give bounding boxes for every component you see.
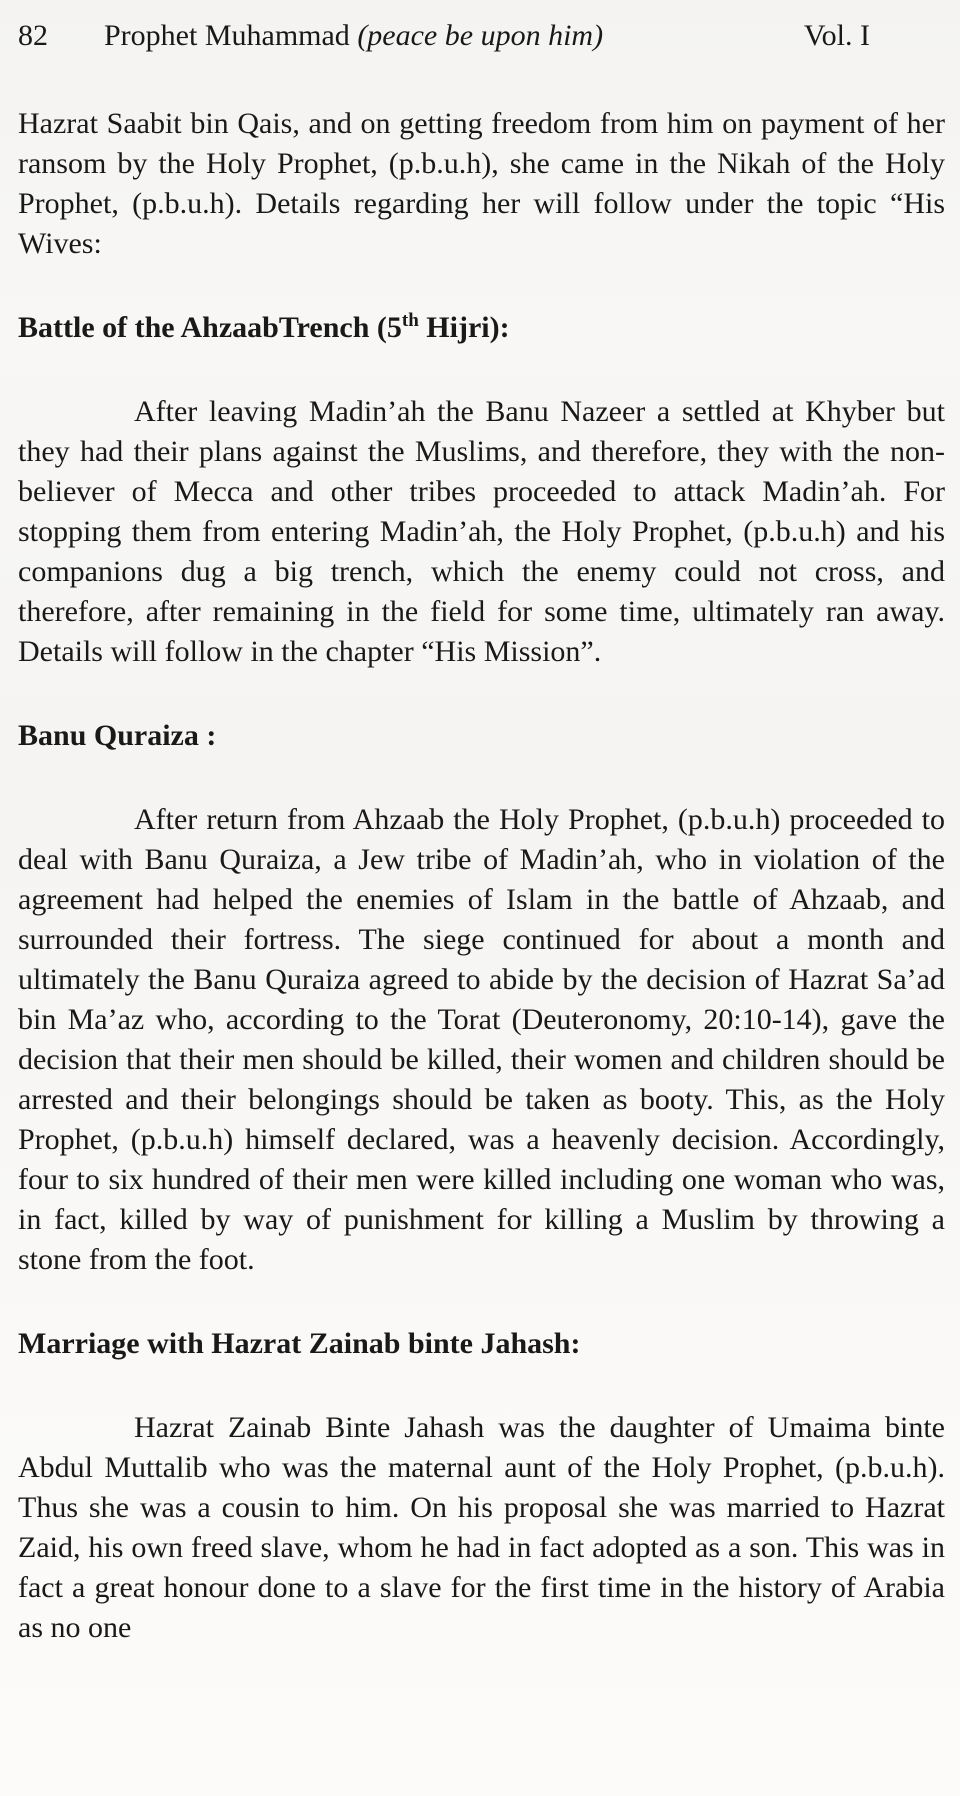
marriage-paragraph: Hazrat Zainab Binte Jahash was the daughter of Umaima binte Abdul Muttalib who was the maternal aunt of the Holy Prophet, (p.b.u.h). Thus she was a cousin to him. On his proposal she was married to Hazrat Zaid, his own freed slave, whom he had in fact adopted as a son. This was in fact a great honour done to a slave for the first time in the history of Arabia as no one [18, 1411, 945, 1644]
heading-marriage-zainab: Marriage with Hazrat Zainab binte Jahash: [18, 1327, 581, 1360]
heading-battle-ordinal-superscript: th [401, 310, 419, 331]
intro-paragraph: Hazrat Saabit bin Qais, and on getting freedom from him on payment of her ransom by the Holy Prophet, (p.b.u.h), she came in the Nikah of the Holy Prophet, (p.b.u.h). Details regarding her will follow under the topic “His Wives: [18, 107, 945, 260]
page-number: 82 [18, 19, 48, 52]
book-title [104, 16, 804, 56]
heading-battle-of-ahzaab-trench [18, 308, 945, 348]
book-title-text: Prophet Muhammad [104, 19, 350, 52]
battle-paragraph: After leaving Madin’ah the Banu Nazeer a settled at Khyber but they had their plans against the Muslims, and therefore, they with the non-believer of Mecca and other tribes proceeded to attack Madin’ah. For stopping them from entering Madin’ah, the Holy Prophet, (p.b.u.h) and his companions dug a big trench, which the enemy could not cross, and therefore, after remaining in the field for some time, ultimately ran away. Details will follow in the chapter “His Mission”. [18, 395, 945, 668]
banu-quraiza-paragraph: After return from Ahzaab the Holy Prophet, (p.b.u.h) proceeded to deal with Banu Quraiza, a Jew tribe of Madin’ah, who in violation of the agreement had helped the enemies of Islam in the battle of Ahzaab, and surrounded their fortress. The siege continued for about a month and ultimately the Banu Quraiza agreed to abide by the decision of Hazrat Sa’ad bin Ma’az who, according to the Torat (Deuteronomy, 20:10-14), gave the decision that their men should be killed, their women and children should be arrested and their belongings should be taken as booty. This, as the Holy Prophet, (p.b.u.h) himself declared, was a heavenly decision. Accordingly, four to six hundred of their men were killed including one woman who was, in fact, killed by way of punishment for killing a Muslim by throwing a stone from the foot. [18, 803, 945, 1276]
heading-banu-quraiza: Banu Quraiza : [18, 719, 217, 752]
book-title-subtitle-italic: (peace be upon him) [357, 19, 604, 52]
heading-battle-pre: Battle of the AhzaabTrench (5 [18, 311, 402, 344]
page-header [18, 16, 945, 56]
heading-battle-post: Hijri): [418, 311, 510, 344]
volume-label: Vol. I [803, 19, 870, 52]
